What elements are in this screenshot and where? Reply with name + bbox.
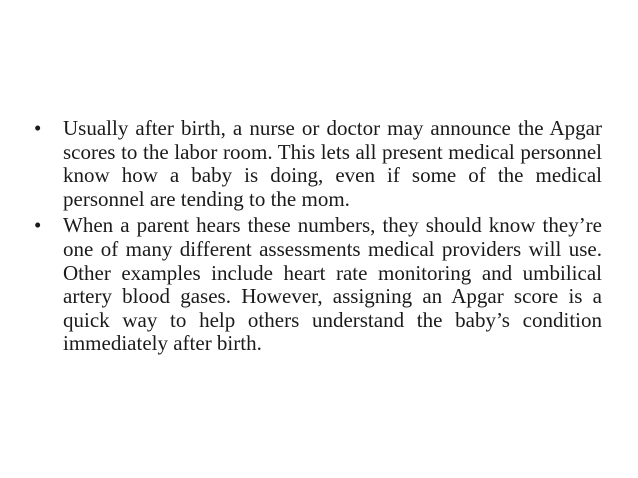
bullet-item: [34, 214, 602, 356]
bullet-text: Usually after birth, a nurse or doctor may announce the Apgar scores to the labor room. This lets all present medical personnel know how a baby is doing, even if some of the medical personnel are tending to the mom.: [63, 116, 602, 211]
bullet-icon: •: [34, 116, 42, 140]
bullet-list: [34, 117, 602, 356]
bullet-item: [34, 117, 602, 211]
bullet-text: When a parent hears these numbers, they should know they’re one of many different assessments medical providers will use. Other examples include heart rate monitoring and umbilical artery blood gases. However, assigning an Apgar score is a quick way to help others understand the baby’s condition immediately after birth.: [63, 213, 602, 356]
bullet-icon: •: [34, 213, 42, 238]
